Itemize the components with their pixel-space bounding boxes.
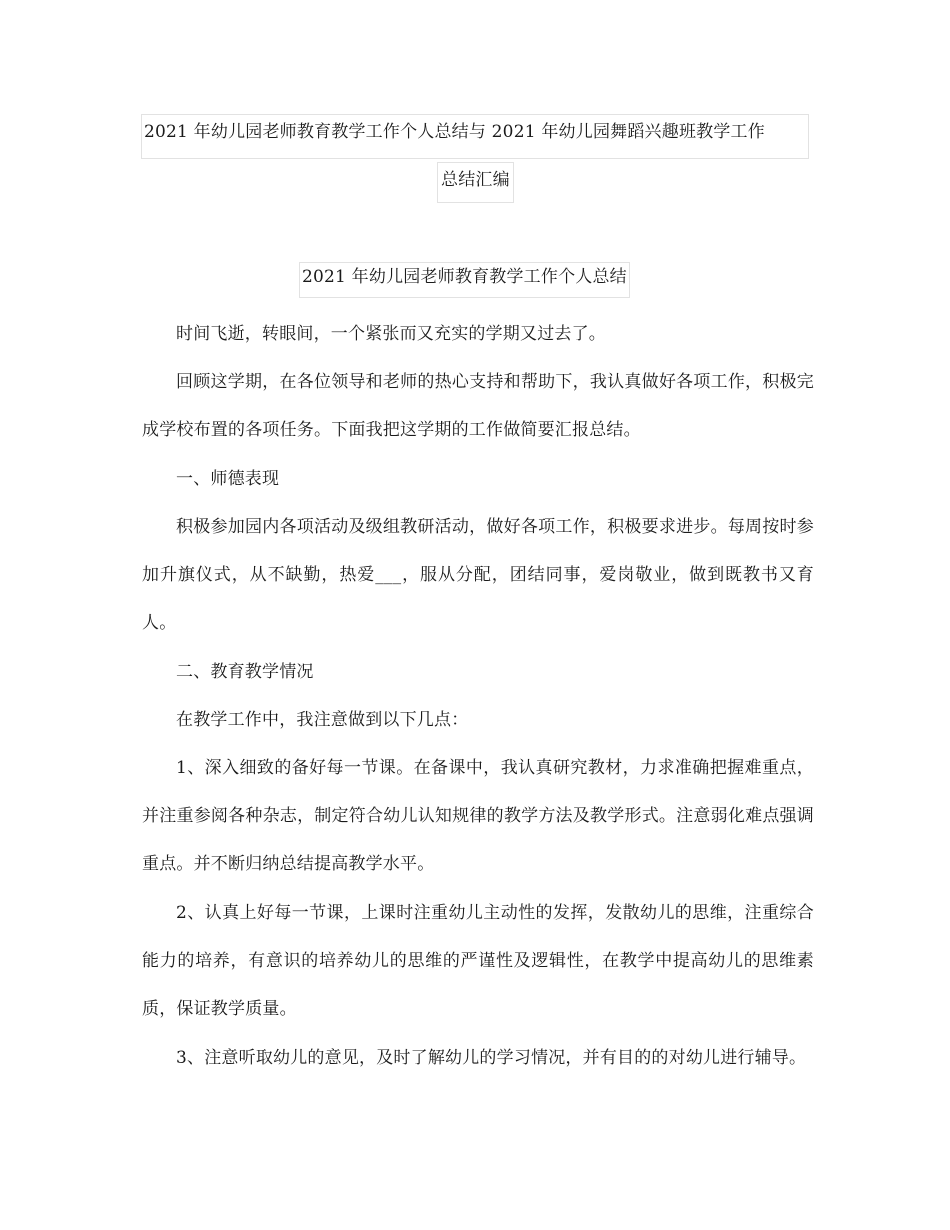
paragraph-intro: 时间飞逝，转眼间，一个紧张而又充实的学期又过去了。 (176, 324, 606, 344)
document-title-line-1: 2021 年幼儿园老师教育教学工作个人总结与 2021 年幼儿园舞蹈兴趣班教学工作 (141, 114, 809, 159)
section-title: 2021 年幼儿园老师教育教学工作个人总结 (299, 262, 630, 298)
heading-ethics: 一、师德表现 (176, 469, 280, 489)
heading-teaching: 二、教育教学情况 (176, 662, 314, 682)
paragraph-ethics: 积极参加园内各项活动及级组教研活动，做好各项工作，积极要求进步。每周按时参加升旗仪式，从不缺勤，热爱___，服从分配，团结同事，爱岗敬业，做到既教书又育人。 (142, 517, 814, 634)
paragraph-point-1: 1、深入细致的备好每一节课。在备课中，我认真研究教材，力求准确把握难重点，并注重参阅各种杂志，制定符合幼儿认知规律的教学方法及教学形式。注意弱化难点强调重点。并不断归纳总结提高教学水平。 (142, 758, 814, 875)
paragraph-teaching-intro: 在教学工作中，我注意做到以下几点： (176, 710, 469, 730)
paragraph-review: 回顾这学期，在各位领导和老师的热心支持和帮助下，我认真做好各项工作，积极完成学校布置的各项任务。下面我把这学期的工作做简要汇报总结。 (142, 372, 814, 441)
paragraph-point-2: 2、认真上好每一节课，上课时注重幼儿主动性的发挥，发散幼儿的思维，注重综合能力的培养，有意识的培养幼儿的思维的严谨性及逻辑性，在教学中提高幼儿的思维素质，保证教学质量。 (142, 903, 814, 1020)
document-title-line-2: 总结汇编 (437, 162, 514, 203)
paragraph-point-3: 3、注意听取幼儿的意见，及时了解幼儿的学习情况，并有目的的对幼儿进行辅导。 (176, 1048, 807, 1068)
